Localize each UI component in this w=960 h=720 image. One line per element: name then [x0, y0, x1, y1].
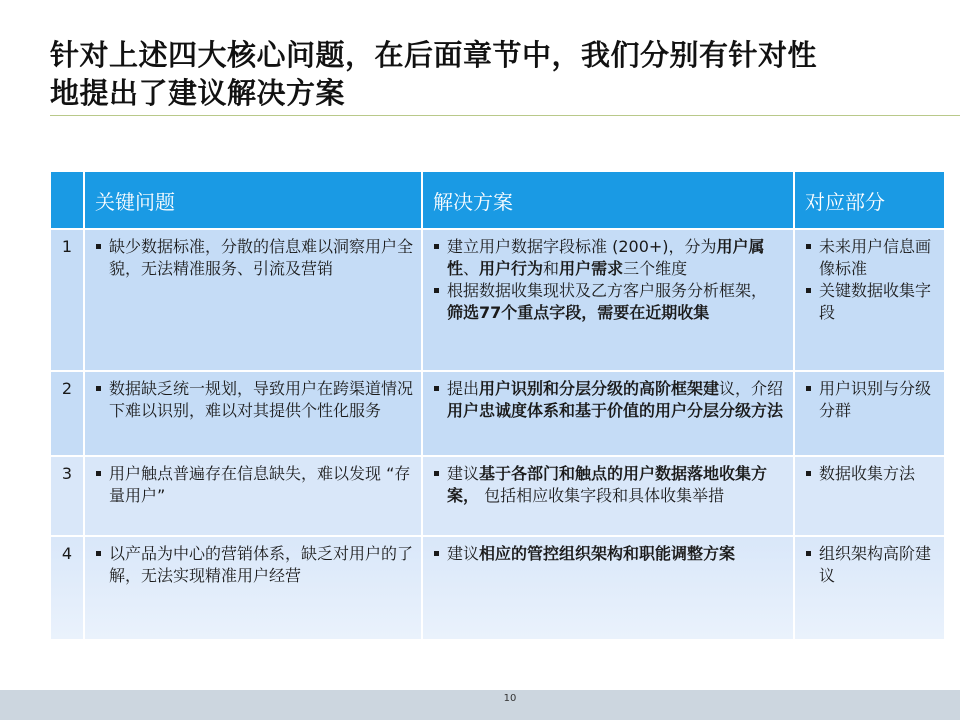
part-bullet: 关键数据收集字段: [805, 280, 936, 324]
solution-bullet: [433, 280, 785, 324]
issue-bullet: 用户触点普遍存在信息缺失，难以发现 “存量用户”: [95, 463, 413, 507]
solution-emphasis-text: 用户需求: [559, 259, 624, 278]
page-title-line-1: 针对上述四大核心问题，在后面章节中，我们分别有针对性: [50, 38, 818, 72]
corresponding-part-cell: [795, 535, 944, 639]
solution-emphasis-text: 相应的管控组织架构和职能调整方案: [479, 544, 736, 563]
corresponding-part-cell: [795, 228, 944, 370]
header-solution: 解决方案: [423, 172, 795, 228]
table-row: [51, 535, 944, 639]
solution-emphasis-text: 用户识别和分层分级的高阶框架建: [479, 379, 720, 398]
title-divider: [50, 115, 960, 116]
key-issue-cell: [85, 535, 423, 639]
page-title-line-2: 地提出了建议解决方案: [50, 76, 346, 110]
solution-bullet: [433, 378, 785, 422]
solution-text: 提出: [447, 379, 480, 398]
page-title: [50, 36, 930, 112]
solution-bullet: [433, 236, 785, 280]
solution-text: 建议: [447, 464, 480, 483]
key-issue-cell: [85, 228, 423, 370]
solution-cell: [423, 228, 795, 370]
issue-bullet: 以产品为中心的营销体系，缺乏对用户的了解，无法实现精准用户经营: [95, 543, 413, 587]
solution-emphasis-text: 基于各部门和触点的用户数据落地收集方案，: [447, 464, 768, 505]
header-number: [51, 172, 85, 228]
row-number: 4: [51, 535, 85, 639]
row-number: 3: [51, 455, 85, 535]
row-number: 1: [51, 228, 85, 370]
table-header-row: [51, 172, 944, 228]
page-number: 10: [503, 693, 517, 704]
table-row: [51, 228, 944, 370]
solution-text: 三个维度: [623, 259, 688, 278]
solution-emphasis-text: 用户属性: [447, 237, 765, 278]
corresponding-part-cell: [795, 455, 944, 535]
header-key-issue: 关键问题: [85, 172, 423, 228]
key-issue-cell: [85, 455, 423, 535]
solution-bullet: [433, 543, 785, 565]
solution-text: 和: [543, 259, 560, 278]
table-row: [51, 455, 944, 535]
solution-bullet: [433, 463, 785, 507]
solution-text: 议，介绍: [719, 379, 784, 398]
header-corresponding-part: 对应部分: [795, 172, 944, 228]
solution-cell: [423, 455, 795, 535]
solution-cell: [423, 370, 795, 455]
part-bullet: 组织架构高阶建议: [805, 543, 936, 587]
solution-text: 建立用户数据字段标准 (200+)，分为: [447, 237, 717, 256]
issue-bullet: 缺少数据标准，分散的信息难以洞察用户全貌，无法精准服务、引流及营销: [95, 236, 413, 280]
issue-bullet: 数据缺乏统一规划，导致用户在跨渠道情况下难以识别，难以对其提供个性化服务: [95, 378, 413, 422]
solution-emphasis-text: 用户行为: [479, 259, 544, 278]
solution-text: 包括相应收集字段和具体收集举措: [479, 486, 725, 505]
solution-text: 、: [463, 259, 480, 278]
issues-solutions-table: [51, 172, 944, 639]
solution-emphasis-text: 筛选77个重点字段，需要在近期收集: [447, 303, 710, 322]
part-bullet: 未来用户信息画像标准: [805, 236, 936, 280]
part-bullet: 用户识别与分级分群: [805, 378, 936, 422]
key-issue-cell: [85, 370, 423, 455]
solution-text: 建议: [447, 544, 480, 563]
corresponding-part-cell: [795, 370, 944, 455]
row-number: 2: [51, 370, 85, 455]
table-row: [51, 370, 944, 455]
part-bullet: 数据收集方法: [805, 463, 936, 485]
solution-emphasis-text: 用户忠诚度体系和基于价值的用户分层分级方法: [447, 401, 784, 420]
solution-cell: [423, 535, 795, 639]
solution-text: 根据数据收集现状及乙方客户服务分析框架，: [447, 281, 768, 300]
